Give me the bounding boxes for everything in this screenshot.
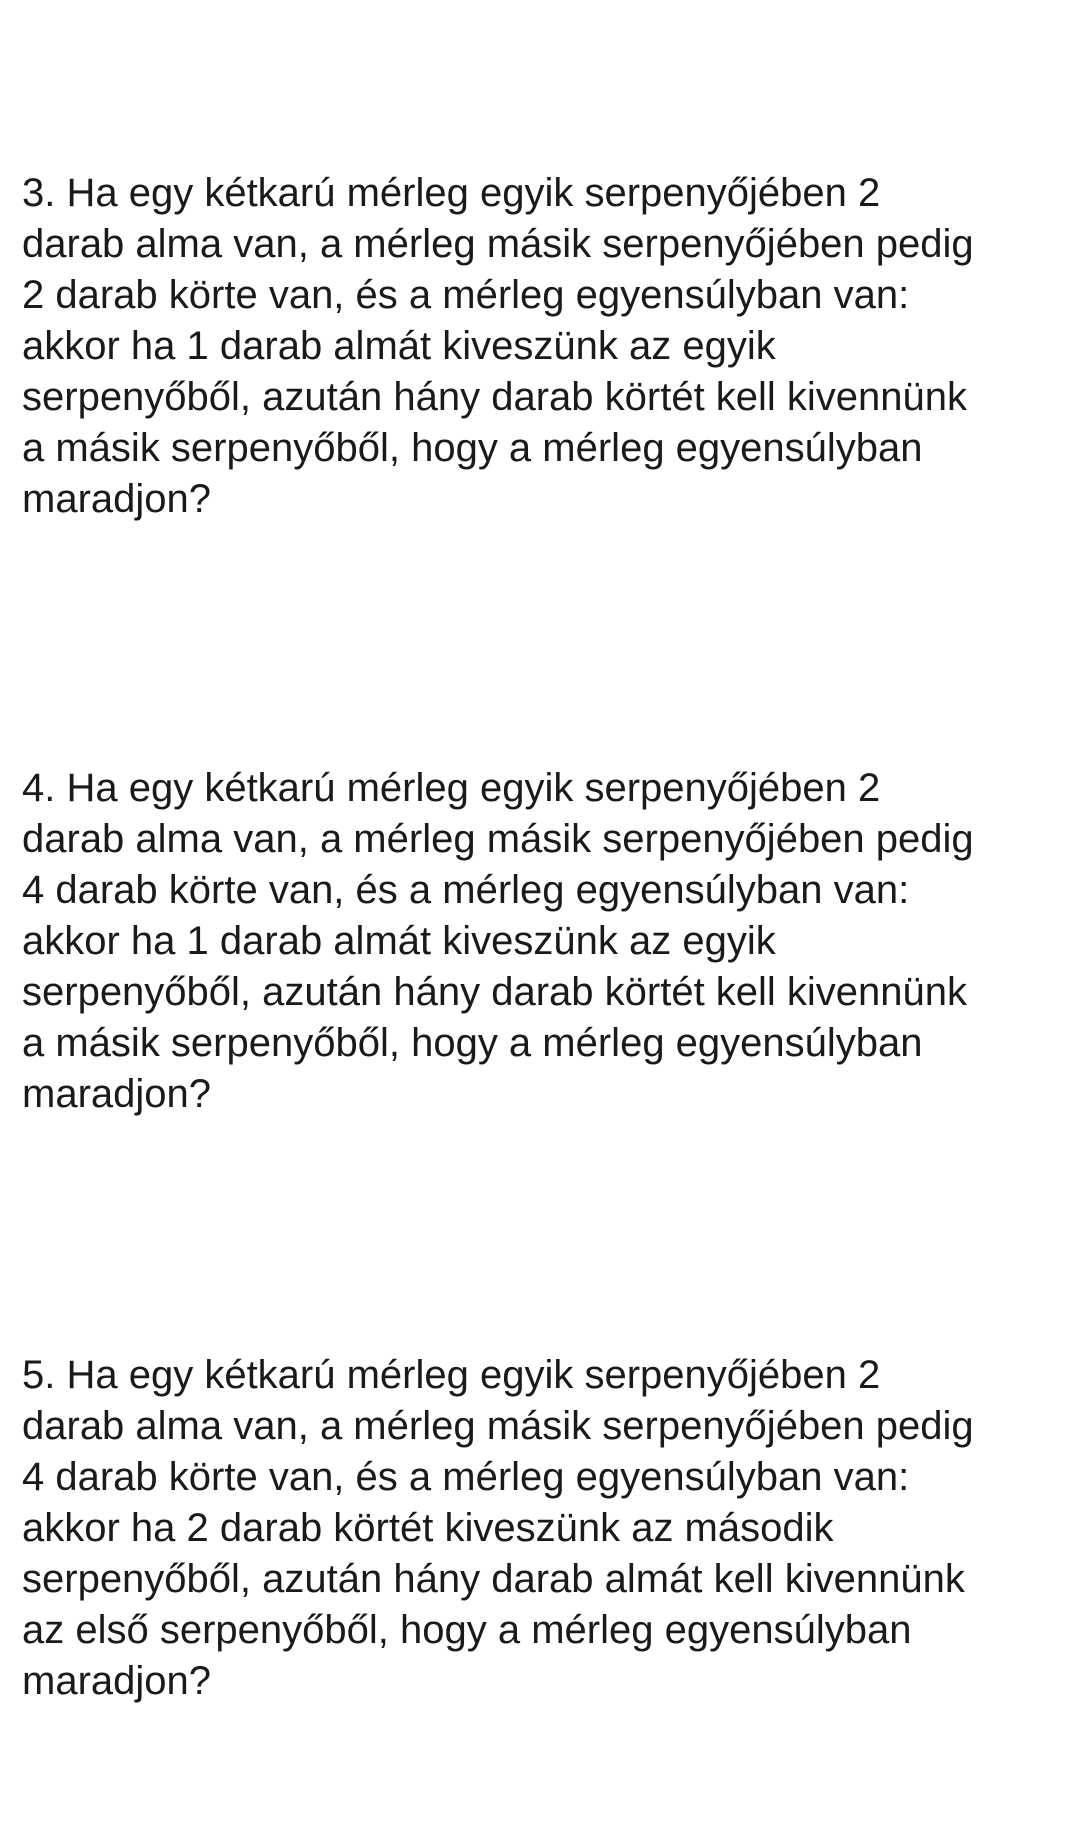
problem-line: darab alma van, a mérleg másik serpenyőjében pedig <box>22 817 974 861</box>
problem-3-text <box>22 168 1062 525</box>
problem-line: 5. Ha egy kétkarú mérleg egyik serpenyőjében 2 <box>22 1353 881 1397</box>
problem-line: a másik serpenyőből, hogy a mérleg egyensúlyban <box>22 1021 923 1065</box>
problem-line: az első serpenyőből, hogy a mérleg egyensúlyban <box>22 1608 912 1652</box>
problem-4-text <box>22 763 1062 1120</box>
problem-line: 4. Ha egy kétkarú mérleg egyik serpenyőjében 2 <box>22 766 881 810</box>
problem-line: maradjon? <box>22 477 212 521</box>
problem-line: serpenyőből, azután hány darab körtét kell kivennünk <box>22 375 968 419</box>
problem-line: akkor ha 1 darab almát kiveszünk az egyik <box>22 919 776 963</box>
problem-line: 4 darab körte van, és a mérleg egyensúlyban van: <box>22 1455 910 1499</box>
problem-line: 4 darab körte van, és a mérleg egyensúlyban van: <box>22 868 910 912</box>
problem-line: 2 darab körte van, és a mérleg egyensúlyban van: <box>22 273 910 317</box>
problem-line: serpenyőből, azután hány darab almát kell kivennünk <box>22 1557 965 1601</box>
problem-line: 3. Ha egy kétkarú mérleg egyik serpenyőjében 2 <box>22 171 881 215</box>
problem-line: darab alma van, a mérleg másik serpenyőjében pedig <box>22 222 974 266</box>
problem-line: akkor ha 1 darab almát kiveszünk az egyik <box>22 324 776 368</box>
problem-line: maradjon? <box>22 1072 212 1116</box>
problem-5-text <box>22 1350 1062 1707</box>
problem-line: serpenyőből, azután hány darab körtét kell kivennünk <box>22 970 968 1014</box>
problem-line: darab alma van, a mérleg másik serpenyőjében pedig <box>22 1404 974 1448</box>
problem-line: akkor ha 2 darab körtét kiveszünk az második <box>22 1506 834 1550</box>
problem-line: maradjon? <box>22 1659 212 1703</box>
problem-line: a másik serpenyőből, hogy a mérleg egyensúlyban <box>22 426 923 470</box>
